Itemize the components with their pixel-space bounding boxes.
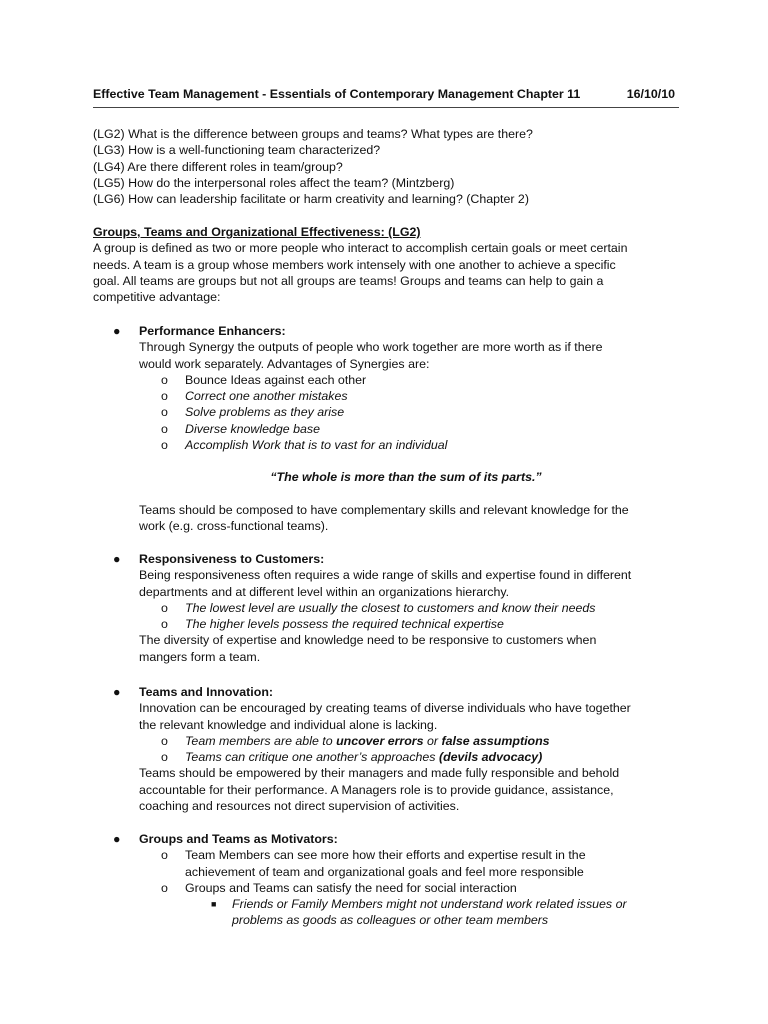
sub-list-item-continuation: problems as goods as colleagues or other team members [232,913,549,928]
circle-bullet-icon: o [161,372,168,387]
quote: “The whole is more than the sum of its parts.” [270,470,542,485]
list-item: o Correct one another mistakes [161,389,348,404]
body-line: Being responsiveness often requires a wide range of skills and expertise found in different [139,568,632,583]
learning-goals-list [93,126,683,207]
intro-line: goal. All teams are groups but not all groups are teams! Groups and teams can help to gain a [93,273,604,288]
list-item: o Teams can critique one another’s approaches (devils advocacy) [161,750,543,765]
bullet-icon: ● [113,552,121,566]
square-bullet-icon: ■ [211,899,217,910]
intro-line: A group is defined as two or more people who interact to accomplish certain goals or meet certain [93,241,628,256]
learning-goal: (LG6) How can leadership facilitate or harm creativity and learning? (Chapter 2) [93,192,529,207]
circle-bullet-icon: o [161,617,168,632]
circle-bullet-icon: o [161,733,168,748]
bullet-heading [113,551,673,567]
circle-bullet-icon: o [161,438,168,453]
body-line: departments and at different level within an organizations hierarchy. [139,584,510,599]
learning-goal: (LG4) Are there different roles in team/group? [93,159,343,174]
document-date: 16/10/10 [626,87,675,101]
list-item: o Solve problems as they arise [161,405,345,420]
intro-section [93,224,683,305]
page-header [93,86,679,108]
circle-bullet-icon: o [161,750,168,765]
body-line: work (e.g. cross-functional teams). [139,518,329,533]
circle-bullet-icon: o [161,848,168,863]
body-line: Through Synergy the outputs of people who work together are more worth as if there [139,340,603,355]
body-line: The diversity of expertise and knowledge need to be responsive to customers when [139,633,597,648]
learning-goal: (LG3) How is a well-functioning team characterized? [93,143,381,158]
list-item: o Accomplish Work that is to vast for an individual [161,438,448,453]
intro-line: competitive advantage: [93,290,221,305]
list-item: o Groups and Teams can satisfy the need for social interaction [161,880,517,895]
learning-goal: (LG2) What is the difference between groups and teams? What types are there? [93,127,533,141]
body-line: mangers form a team. [139,649,261,664]
list-item: o Bounce Ideas against each other [161,372,367,387]
intro-line: needs. A team is a group whose members work intensely with one another to achieve a specific [93,257,616,272]
body-line: Innovation can be encouraged by creating teams of diverse individuals who have together [139,701,631,716]
motivators-section [113,831,673,929]
circle-bullet-icon: o [161,600,168,615]
bullet-heading [113,831,673,847]
heading-text: Teams and Innovation: [139,685,274,699]
bullet-icon: ● [113,685,121,699]
bullet-icon: ● [113,324,121,338]
bullet-heading [113,323,673,339]
list-item: o Diverse knowledge base [161,421,320,436]
learning-goal: (LG5) How do the interpersonal roles affect the team? (Mintzberg) [93,175,455,190]
list-item: o The higher levels possess the required technical expertise [161,617,504,632]
body-line: coaching and resources not direct supervision of activities. [139,799,460,814]
list-item-continuation: achievement of team and organizational goals and feel more responsible [185,864,584,879]
circle-bullet-icon: o [161,389,168,404]
heading-text: Groups and Teams as Motivators: [139,832,338,846]
body-line: accountable for their performance. A Managers role is to provide guidance, assistance, [139,782,614,797]
circle-bullet-icon: o [161,421,168,436]
body-line: Teams should be empowered by their managers and made fully responsible and behold [139,766,620,781]
list-item: o The lowest level are usually the closest to customers and know their needs [161,600,596,615]
section-title: Groups, Teams and Organizational Effectiveness: (LG2) [93,225,421,239]
list-item: o Team Members can see more how their efforts and expertise result in the [161,848,586,863]
list-item: o Team members are able to uncover errors or false assumptions [161,733,550,748]
sub-list-item: ■ Friends or Family Members might not understand work related issues or [211,897,627,912]
body-line: the relevant knowledge and individual alone is lacking. [139,717,438,732]
bullet-icon: ● [113,832,121,846]
responsiveness-section [113,551,673,665]
heading-text: Performance Enhancers: [139,324,286,338]
circle-bullet-icon: o [161,880,168,895]
body-line: Teams should be composed to have complementary skills and relevant knowledge for the [139,502,629,517]
heading-text: Responsiveness to Customers: [139,552,325,566]
document-title: Effective Team Management - Essentials of Contemporary Management Chapter 11 [93,87,581,101]
innovation-section [113,684,673,814]
bullet-heading [113,684,673,700]
body-line: would work separately. Advantages of Synergies are: [139,356,430,371]
circle-bullet-icon: o [161,405,168,420]
performance-section [113,323,673,534]
